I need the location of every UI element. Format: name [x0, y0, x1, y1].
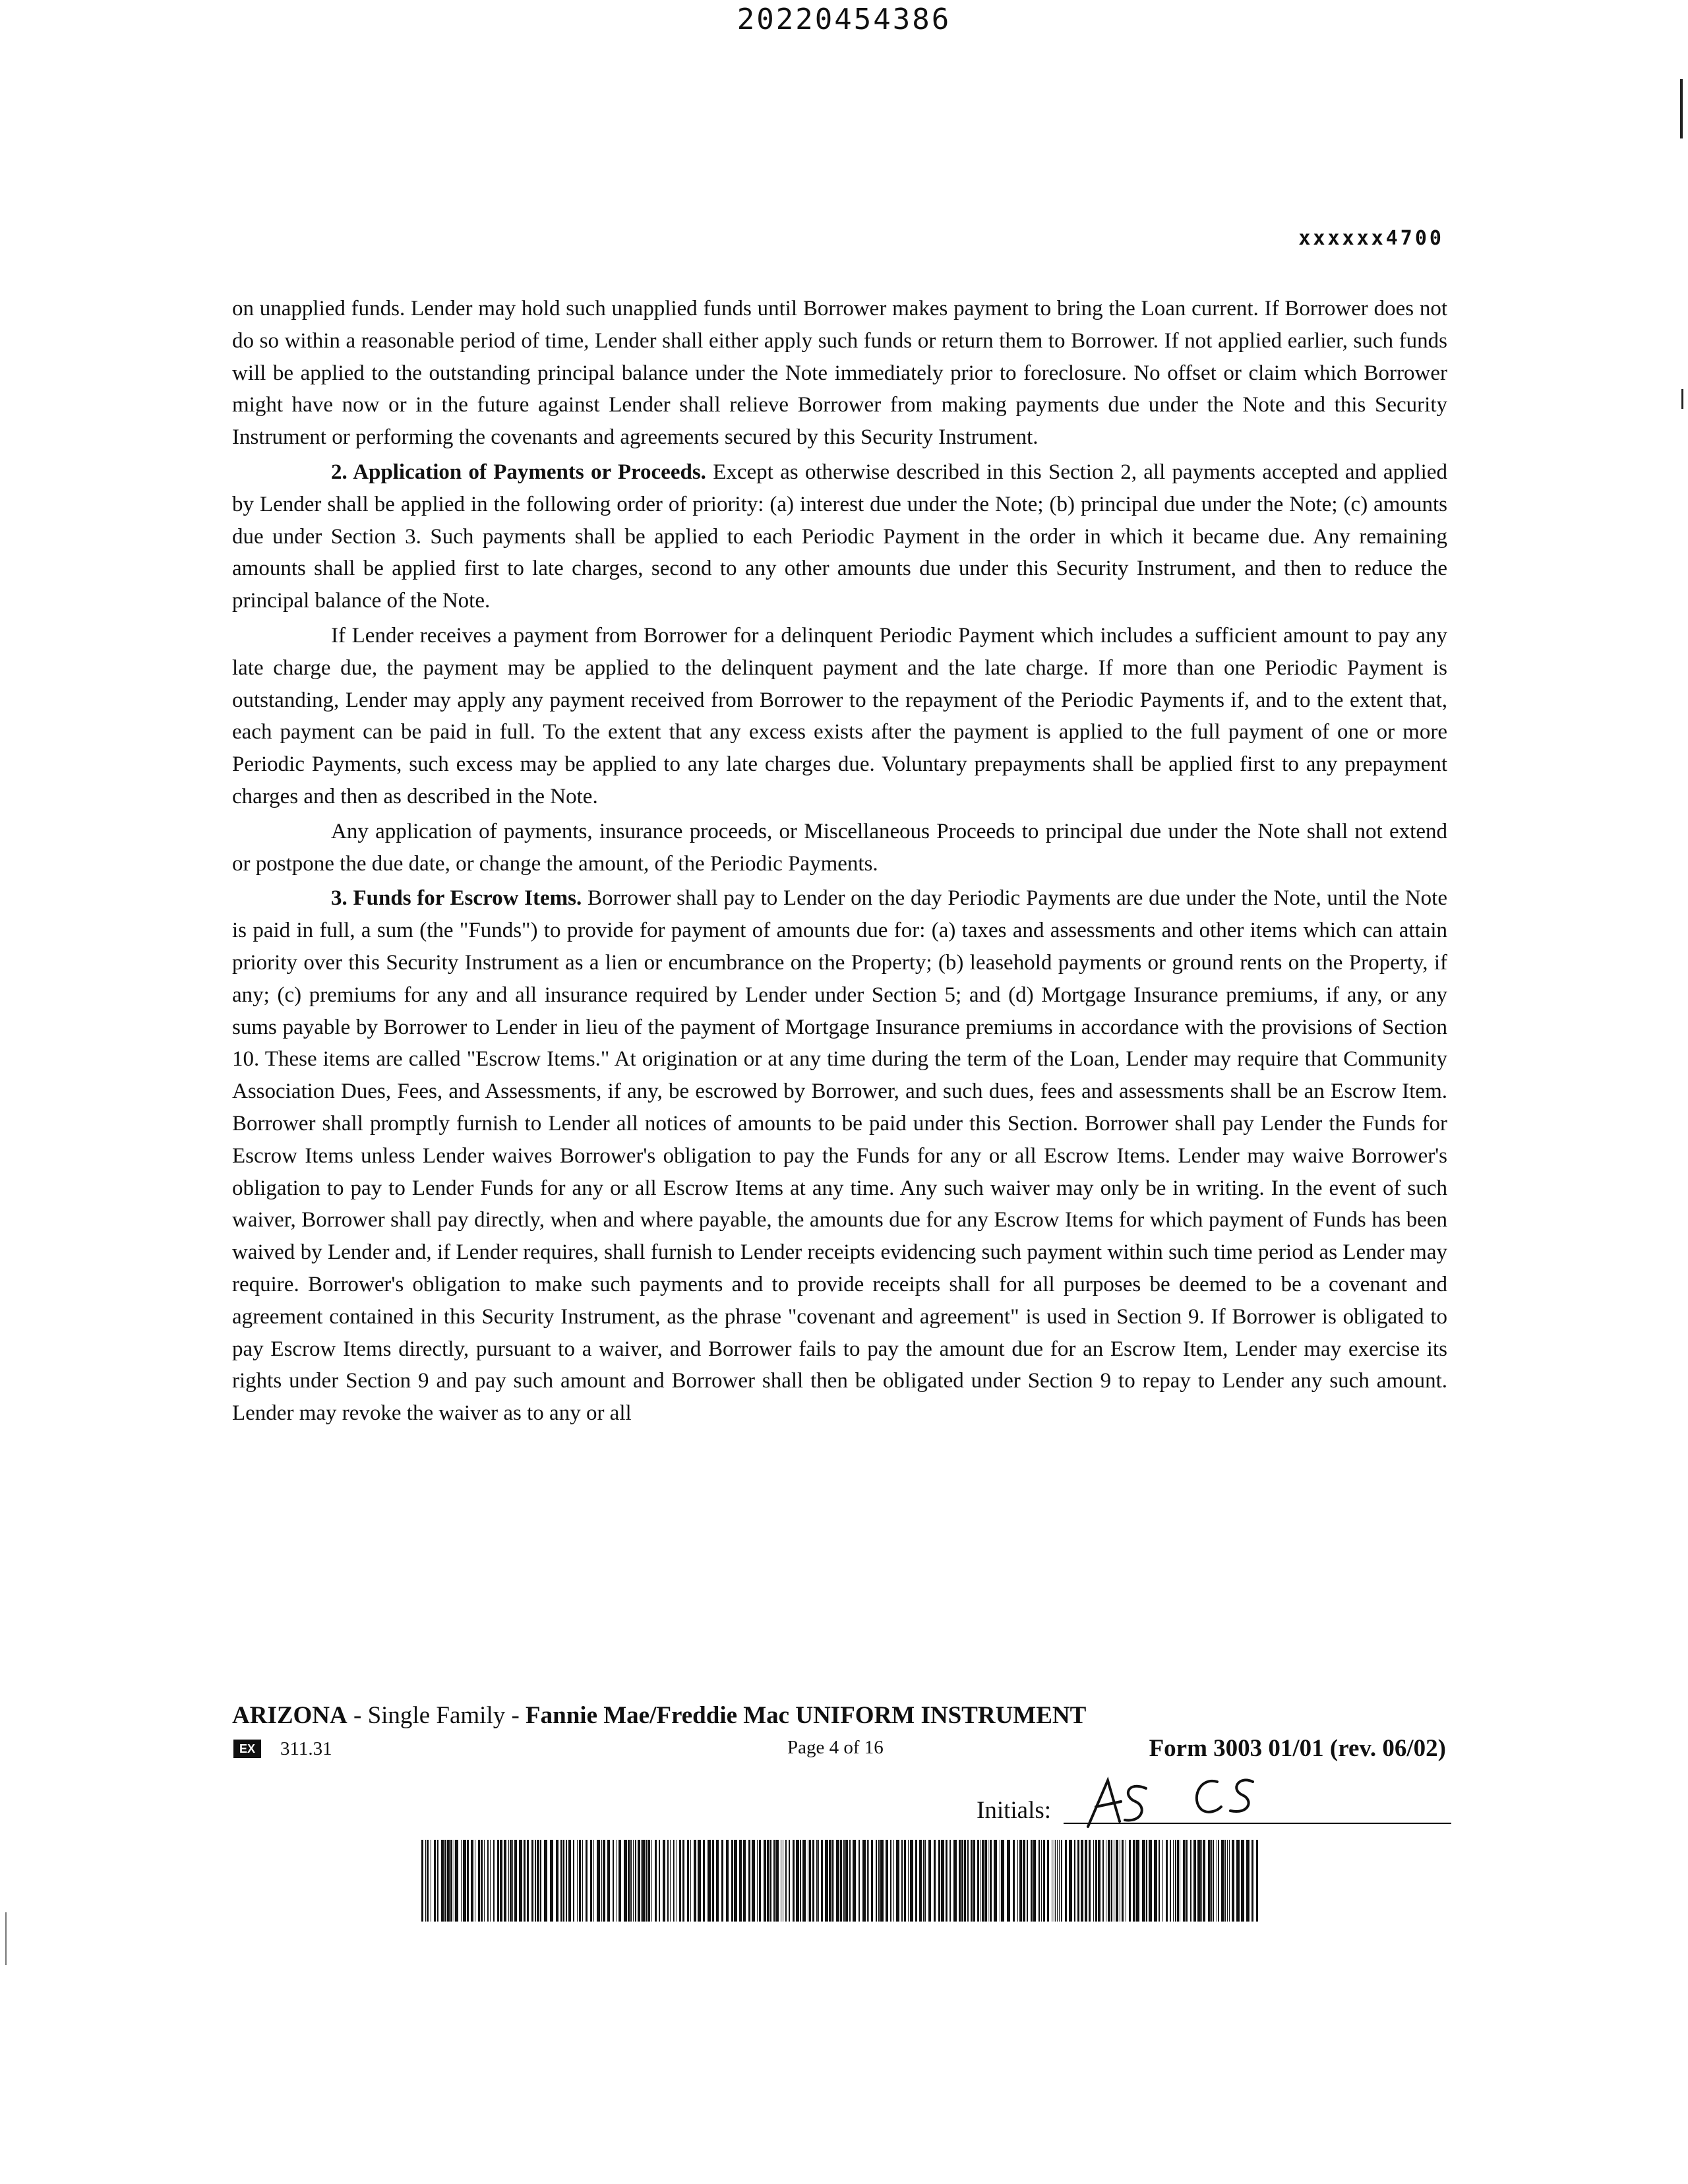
document-body: [232, 293, 1447, 1432]
barcode-bar: [1211, 1840, 1212, 1922]
barcode-bar: [573, 1840, 574, 1922]
footer-instrument-name: Fannie Mae/Freddie Mac UNIFORM INSTRUMENT: [526, 1702, 1087, 1729]
barcode-bar: [789, 1840, 790, 1922]
barcode-bar: [1190, 1840, 1191, 1922]
barcode-bar: [1197, 1840, 1201, 1922]
barcode-bar: [800, 1840, 801, 1922]
barcode-bar: [601, 1840, 602, 1922]
form-code: 311.31: [280, 1738, 332, 1759]
section-2-text: Except as otherwise described in this Section 2, all payments accepted and applied by Lender shall be applied in the following order of priority: (a) interest due under the Note; (b) principal due under the Note; (c) amounts due under Section 3. Such payments shall be applied to each Periodic Payment in the order in which it became due. Any remaining amounts shall be applied first to late charges, second to any other amounts due under this Security Instrument, and then to reduce the principal balance of the Note.: [232, 460, 1447, 613]
barcode-bar: [818, 1840, 819, 1922]
barcode-bar: [1055, 1840, 1056, 1922]
barcode-bar: [825, 1840, 828, 1922]
barcode-bar: [950, 1840, 951, 1922]
barcode-bar: [682, 1840, 684, 1922]
barcode-bar: [890, 1840, 891, 1922]
barcode-bar: [775, 1840, 779, 1922]
barcode-bar: [1093, 1840, 1094, 1922]
barcode-bar: [579, 1840, 581, 1922]
barcode-bar: [1043, 1840, 1045, 1922]
barcode-bar: [752, 1840, 755, 1922]
barcode-bar: [941, 1840, 944, 1922]
barcode-bar: [1013, 1840, 1015, 1922]
barcode-bar: [624, 1840, 627, 1922]
barcode-bar: [1077, 1840, 1079, 1922]
barcode-bar: [1183, 1840, 1186, 1922]
barcode-bar: [527, 1840, 529, 1922]
barcode-bar: [919, 1840, 922, 1922]
barcode-bar: [510, 1840, 512, 1922]
barcode-bar: [731, 1840, 733, 1922]
barcode-bar: [1251, 1840, 1253, 1922]
barcode-bar: [633, 1840, 634, 1922]
barcode-bar: [437, 1840, 438, 1922]
barcode-bar: [619, 1840, 621, 1922]
barcode-bar: [886, 1840, 888, 1922]
barcode-bar: [1149, 1840, 1152, 1922]
barcode-bar: [843, 1840, 845, 1922]
barcode-bar: [1208, 1840, 1211, 1922]
barcode-bar: [1017, 1840, 1018, 1922]
barcode-bar: [1129, 1840, 1131, 1922]
barcode-bar: [716, 1840, 719, 1922]
barcode-bar: [1166, 1840, 1168, 1922]
barcode-bar: [831, 1840, 833, 1922]
barcode-bar: [550, 1840, 553, 1922]
barcode-bar: [556, 1840, 558, 1922]
barcode-bar: [757, 1840, 758, 1922]
barcode-bar: [1039, 1840, 1040, 1922]
barcode-bar: [646, 1840, 648, 1922]
barcode-bar: [630, 1840, 632, 1922]
barcode-bar: [1081, 1840, 1083, 1922]
barcode-bar: [748, 1840, 750, 1922]
barcode-bar: [878, 1840, 880, 1922]
barcode-bar: [982, 1840, 984, 1922]
barcode-bar: [1213, 1840, 1214, 1922]
barcode-bar: [1246, 1840, 1249, 1922]
barcode-bar: [642, 1840, 645, 1922]
barcode-bar: [1098, 1840, 1100, 1922]
barcode-bar: [441, 1840, 444, 1922]
barcode-bar: [566, 1840, 567, 1922]
footer-state: ARIZONA: [232, 1702, 347, 1729]
barcode-bar: [1069, 1840, 1072, 1922]
barcode-bar: [734, 1840, 737, 1922]
barcode-bar: [461, 1840, 462, 1922]
barcode-bar: [1089, 1840, 1091, 1922]
barcode-bar: [880, 1840, 884, 1922]
barcode-bar: [1186, 1840, 1188, 1922]
paragraph-application-of-payments: Any application of payments, insurance proceeds, or Miscellaneous Proceeds to principal due under the Note shall not extend or postpone the due date, or change the amount, of the Periodic Payments.: [232, 819, 1447, 876]
barcode-bar: [867, 1840, 868, 1922]
barcode-bar: [519, 1840, 522, 1922]
barcode-bar: [1193, 1840, 1196, 1922]
barcode-bar: [490, 1840, 491, 1922]
barcode-bar: [1229, 1840, 1230, 1922]
barcode-bar: [603, 1840, 605, 1922]
barcode-bar: [651, 1840, 652, 1922]
barcode-bar: [849, 1840, 851, 1922]
barcode-bar: [638, 1840, 640, 1922]
barcode-bar: [908, 1840, 909, 1922]
barcode-bar: [712, 1840, 714, 1922]
barcode-bar: [635, 1840, 636, 1922]
barcode-bar: [444, 1840, 446, 1922]
barcode-bar: [690, 1840, 691, 1922]
recording-number: 20220454386: [737, 3, 951, 36]
barcode-bar: [1019, 1840, 1022, 1922]
barcode-bar: [577, 1840, 578, 1922]
section-3-text: Borrower shall pay to Lender on the day Periodic Payments are due under the Note, until the Note is paid in full, a sum (the "Funds") to provide for payment of amounts due for: (a) taxes and assessments and other items which can attain priority over this Security Instrument as a lien or encumbrance on the Property; (b) leasehold payments or ground rents on the Property, if any; (c) premiums for any and all insurance required by Lender under Section 5; and (d) Mortgage Insurance premiums, if any, or any sums payable by Borrower to Lender in lieu of the payment of Mortgage Insurance premiums in accordance with the provisions of Section 10. These items are called "Escrow Items." At origination or at any time during the term of the Loan, Lender may require that Community Association Dues, Fees, and Assessments, if any, be escrowed by Borrower, and such dues, fees and assessments shall be an Escrow Item. Borrower shall promptly furnish to Lender all notices of amounts to be paid under this Section. Borrower shall pay Lender the Funds for Escrow Items unless Lender waives Borrower's obligation to pay the Funds for any or all Escrow Items. Lender may waive Borrower's obligation to pay to Lender Funds for any or all Escrow Items at any time. Any such waiver may only be in writing. In the event of such waiver, Borrower shall pay directly, when and where payable, the amounts due for any Escrow Items for which payment of Funds has been waived by Lender and, if Lender requires, shall furnish to Lender receipts evidencing such payment within such time period as Lender may require. Borrower's obligation to make such payments and to provide receipts shall for all purposes be deemed to be a covenant and agreement contained in this Security Instrument, as the phrase "covenant and agreement" is used in Section 9. If Borrower is obligated to pay Escrow Items directly, pursuant to a waiver, and Borrower fails to pay the amount due for an Escrow Item, Lender may exercise its rights under Section 9 and pay such amount and Borrower shall then be obligated under Section 9 to repay to Lender any such amount. Lender may revoke the waiver as to any or all: [232, 886, 1447, 1426]
barcode-bar: [1059, 1840, 1060, 1922]
barcode-bar: [514, 1840, 517, 1922]
barcode-bar: [1041, 1840, 1042, 1922]
barcode-bar: [1031, 1840, 1033, 1922]
paragraph-delinquent-payment: If Lender receives a payment from Borrower for a delinquent Periodic Payment which includes a sufficient amount to pay any late charge due, the payment may be applied to the delinquent payment and the late charge. If more than one Periodic Payment is outstanding, Lender may apply any payment received from Borrower to the repayment of the Periodic Payments if, and to the extent that, each payment can be paid in full. To the extent that any excess exists after the payment is applied to the full payment of one or more Periodic Payments, such excess may be applied to any late charges due. Voluntary prepayments shall be applied first to any prepayment charges and then as described in the Note.: [232, 623, 1447, 808]
barcode-bar: [1162, 1840, 1163, 1922]
section-2-heading: 2. Application of Payments or Proceeds.: [331, 460, 706, 484]
barcode-bar: [1085, 1840, 1087, 1922]
barcode-bar: [524, 1840, 526, 1922]
barcode-bar: [1108, 1840, 1110, 1922]
barcode-bar: [1146, 1840, 1147, 1922]
barcode-bar: [481, 1840, 483, 1922]
scan-edge-mark: [1681, 389, 1683, 409]
barcode-bar: [1170, 1840, 1171, 1922]
barcode-bar: [1221, 1840, 1224, 1922]
barcode-bar: [821, 1840, 823, 1922]
barcode-bar: [508, 1840, 509, 1922]
barcode-bar: [984, 1840, 987, 1922]
barcode-bar: [670, 1840, 671, 1922]
barcode-bar: [679, 1840, 681, 1922]
barcode-bar: [1236, 1840, 1240, 1922]
barcode-bar: [1154, 1840, 1157, 1922]
barcode-bar: [563, 1840, 564, 1922]
barcode-bar: [971, 1840, 973, 1922]
barcode-bar: [896, 1840, 899, 1922]
barcode-bar: [961, 1840, 963, 1922]
scan-edge-mark: [1680, 79, 1683, 138]
barcode-bar: [590, 1840, 592, 1922]
barcode-bar: [1232, 1840, 1234, 1922]
barcode-bar: [812, 1840, 814, 1922]
barcode-bar: [726, 1840, 729, 1922]
barcode-bar: [434, 1840, 436, 1922]
barcode-bar: [568, 1840, 571, 1922]
barcode-bar: [478, 1840, 480, 1922]
page-number: Page 4 of 16: [787, 1737, 884, 1758]
barcode-bar: [1095, 1840, 1097, 1922]
barcode-bar: [593, 1840, 594, 1922]
barcode-bar: [845, 1840, 848, 1922]
barcode-bar: [785, 1840, 787, 1922]
barcode-bar: [990, 1840, 992, 1922]
barcode-bar: [1241, 1840, 1244, 1922]
barcode-bar: [655, 1840, 657, 1922]
barcode-bar: [597, 1840, 600, 1922]
initials-signature-cs: [1187, 1774, 1259, 1820]
barcode-bar: [977, 1840, 979, 1922]
barcode-bar: [1218, 1840, 1219, 1922]
footer-instrument-title: [232, 1701, 1086, 1730]
barcode-bar: [586, 1840, 588, 1922]
barcode-bar: [924, 1840, 926, 1922]
barcode-bar: [667, 1840, 669, 1922]
barcode-bar: [1177, 1840, 1179, 1922]
barcode-bar: [425, 1840, 426, 1922]
ellie-mae-logo-icon: EX: [233, 1740, 261, 1758]
barcode-bar: [829, 1840, 831, 1922]
barcode-bar: [698, 1840, 701, 1922]
barcode-bar: [512, 1840, 513, 1922]
loan-number: xxxxxx4700: [1298, 227, 1444, 250]
barcode-bar: [904, 1840, 906, 1922]
barcode-bar: [1038, 1840, 1039, 1922]
initials-signature-as: [1081, 1774, 1154, 1833]
barcode-bar: [928, 1840, 931, 1922]
barcode-bar: [450, 1840, 452, 1922]
barcode-bar: [1047, 1840, 1049, 1922]
barcode-bar: [560, 1840, 562, 1922]
barcode-bar: [535, 1840, 536, 1922]
barcode-bar: [964, 1840, 966, 1922]
barcode-bar: [901, 1840, 903, 1922]
barcode-bar: [694, 1840, 696, 1922]
barcode-bar: [910, 1840, 913, 1922]
barcode-bar: [915, 1840, 917, 1922]
barcode-bar: [876, 1840, 877, 1922]
barcode-bar: [467, 1840, 469, 1922]
barcode-bar: [455, 1840, 458, 1922]
barcode-bar: [934, 1840, 936, 1922]
barcode-bar: [973, 1840, 975, 1922]
barcode-bar: [764, 1840, 766, 1922]
barcode-bar: [1074, 1840, 1075, 1922]
section-2-paragraph: [232, 456, 1447, 617]
barcode-bar: [493, 1840, 495, 1922]
barcode-bar: [759, 1840, 761, 1922]
barcode-bar: [1023, 1840, 1025, 1922]
barcode-bar: [531, 1840, 533, 1922]
barcode-bar: [1122, 1840, 1124, 1922]
barcode-bar: [471, 1840, 473, 1922]
barcode-bar: [767, 1840, 769, 1922]
barcode-bar: [1065, 1840, 1067, 1922]
barcode-bar: [1102, 1840, 1104, 1922]
barcode-bar: [1203, 1840, 1205, 1922]
barcode-bar: [648, 1840, 650, 1922]
barcode-bar: [953, 1840, 957, 1922]
barcode-bar: [862, 1840, 866, 1922]
barcode-bar: [1136, 1840, 1139, 1922]
barcode-bar: [859, 1840, 860, 1922]
barcode-bar: [1111, 1840, 1112, 1922]
barcode-bar: [497, 1840, 499, 1922]
barcode-bar: [463, 1840, 466, 1922]
initials-label: Initials:: [977, 1797, 1052, 1824]
barcode-bar: [1227, 1840, 1228, 1922]
barcode-bar: [1116, 1840, 1118, 1922]
barcode-bar: [641, 1840, 642, 1922]
section-3-paragraph: [232, 882, 1447, 1430]
barcode-bar: [582, 1840, 583, 1922]
barcode-bar: [1224, 1840, 1226, 1922]
barcode-bar: [484, 1840, 485, 1922]
barcode-bar: [1159, 1840, 1160, 1922]
barcode-bar: [687, 1840, 689, 1922]
barcode-bar: [500, 1840, 502, 1922]
barcode-bar: [946, 1840, 947, 1922]
barcode-bar: [703, 1840, 705, 1922]
barcode-bar: [816, 1840, 818, 1922]
barcode-bar: [840, 1840, 842, 1922]
footer-separator: - Single Family -: [347, 1702, 526, 1729]
barcode-bar: [663, 1840, 665, 1922]
barcode-bar: [871, 1840, 873, 1922]
barcode-bar: [1061, 1840, 1062, 1922]
barcode-bar: [1057, 1840, 1058, 1922]
barcode-bar: [673, 1840, 674, 1922]
barcode-bar: [540, 1840, 541, 1922]
barcode-bar: [773, 1840, 775, 1922]
barcode-bar: [544, 1840, 547, 1922]
barcode-bar: [1001, 1840, 1004, 1922]
barcode-bar: [504, 1840, 506, 1922]
section-3-heading: 3. Funds for Escrow Items.: [331, 886, 582, 911]
barcode-bar: [994, 1840, 997, 1922]
scan-edge-mark: [5, 1912, 7, 1965]
barcode-bar: [1256, 1840, 1258, 1922]
barcode-bar: [743, 1840, 746, 1922]
barcode-bar: [1027, 1840, 1028, 1922]
barcode-bar: [613, 1840, 614, 1922]
barcode-bar: [868, 1840, 869, 1922]
barcode-bar: [628, 1840, 630, 1922]
barcode-bar: [1033, 1840, 1036, 1922]
barcode-bar: [659, 1840, 660, 1922]
barcode-bar: [537, 1840, 539, 1922]
barcode-bar: [487, 1840, 489, 1922]
barcode-bar: [938, 1840, 940, 1922]
barcode-bar: [770, 1840, 771, 1922]
barcode-bar: [796, 1840, 799, 1922]
barcode-bar: [793, 1840, 795, 1922]
barcode-bar: [1133, 1840, 1135, 1922]
barcode-bar: [802, 1840, 806, 1922]
barcode-bar: [809, 1840, 811, 1922]
barcode-bar: [421, 1840, 423, 1922]
barcode-bar: [836, 1840, 839, 1922]
barcode-bar: [853, 1840, 856, 1922]
barcode-bar: [1173, 1840, 1174, 1922]
barcode-bar: [1175, 1840, 1176, 1922]
barcode: [419, 1840, 1263, 1922]
barcode-bar: [739, 1840, 742, 1922]
barcode-bar: [447, 1840, 450, 1922]
barcode-bar: [893, 1840, 894, 1922]
barcode-bar: [708, 1840, 711, 1922]
barcode-bar: [967, 1840, 969, 1922]
barcode-bar: [1142, 1840, 1145, 1922]
barcode-bar: [607, 1840, 610, 1922]
barcode-bar: [959, 1840, 961, 1922]
barcode-bar: [721, 1840, 723, 1922]
barcode-bar: [833, 1840, 834, 1922]
barcode-bar: [1007, 1840, 1010, 1922]
paragraph-unapplied-funds: on unapplied funds. Lender may hold such unapplied funds until Borrower makes payment to bring the Loan current. If Borrower does not do so within a reasonable period of time, Lender shall either apply such funds or return them to Borrower. If not applied earlier, such funds will be applied to the outstanding principal balance under the Note immediately prior to foreclosure. No offset or claim which Borrower might have now or in the future against Lender shall relieve Borrower from making payments due under the Note and this Security Instrument or performing the covenants and agreements secured by this Security Instrument.: [232, 297, 1447, 450]
barcode-bar: [427, 1840, 429, 1922]
form-number: Form 3003 01/01 (rev. 06/02): [1149, 1735, 1446, 1762]
barcode-bar: [923, 1840, 924, 1922]
barcode-bar: [1201, 1840, 1202, 1922]
